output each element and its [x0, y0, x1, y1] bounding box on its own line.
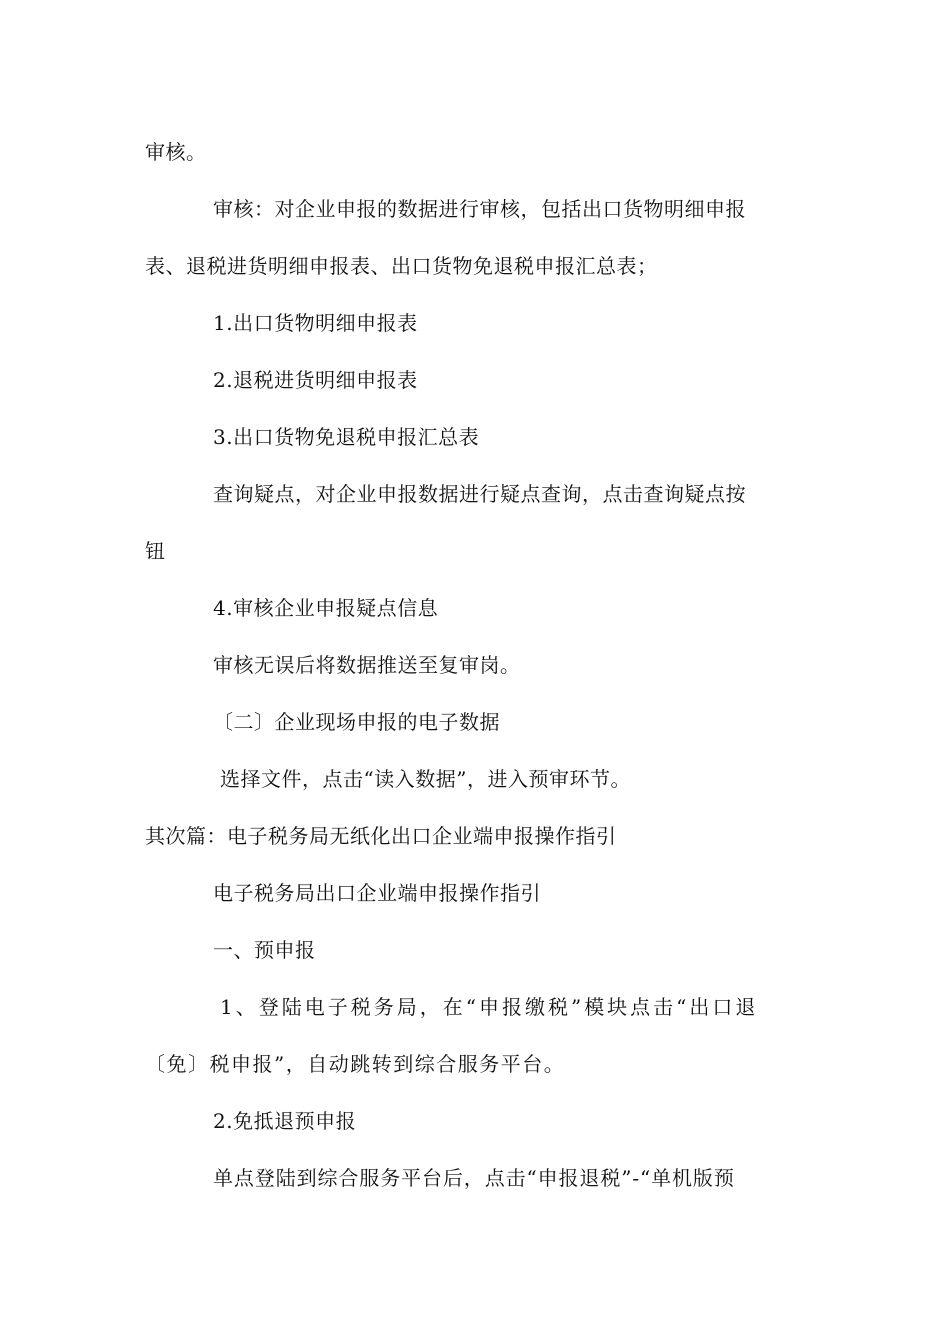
text-line: 1、登陆电子税务局，在“申报缴税”模块点击“出口退	[220, 995, 759, 1019]
text-line: 单点登陆到综合服务平台后，点击“申报退税”-“单机版预	[213, 1166, 735, 1190]
section-heading: 〔二〕企业现场申报的电子数据	[213, 710, 500, 734]
text-line: 〔免〕税申报”，自动跳转到综合服务平台。	[145, 1052, 566, 1076]
text-line: 钮	[145, 539, 166, 563]
text-line: 表、退税进货明细申报表、出口货物免退税申报汇总表；	[145, 254, 658, 278]
list-item: 1.出口货物明细申报表	[213, 311, 418, 335]
text-line: 查询疑点，对企业申报数据进行疑点查询，点击查询疑点按	[213, 482, 746, 506]
chapter-heading: 其次篇：电子税务局无纸化出口企业端申报操作指引	[145, 824, 617, 848]
text-line: 审核。	[145, 140, 207, 164]
list-item: 3.出口货物免退税申报汇总表	[213, 425, 480, 449]
section-heading: 电子税务局出口企业端申报操作指引	[213, 881, 541, 905]
list-item: 4.审核企业申报疑点信息	[213, 596, 439, 620]
list-item: 2.免抵退预申报	[213, 1109, 357, 1133]
text-line: 选择文件，点击“读入数据”，进入预审环节。	[220, 767, 631, 791]
list-item: 2.退税进货明细申报表	[213, 368, 418, 392]
section-heading: 一、预申报	[213, 938, 316, 962]
text-line: 审核：对企业申报的数据进行审核，包括出口货物明细申报	[213, 197, 746, 221]
text-line: 审核无误后将数据推送至复审岗。	[213, 653, 521, 677]
